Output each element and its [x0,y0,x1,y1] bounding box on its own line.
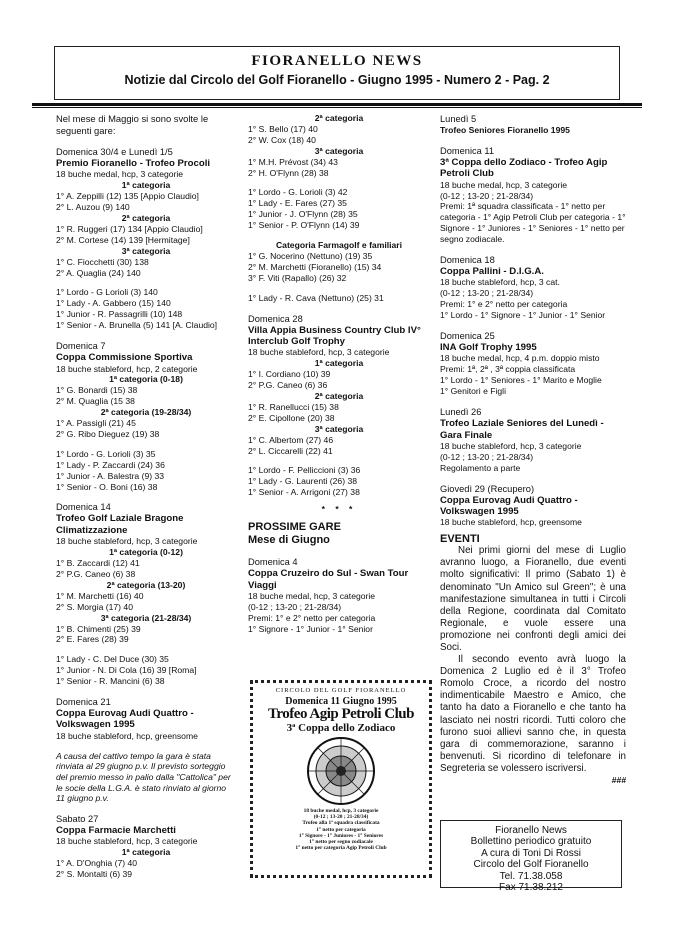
category-heading: 1ª categoria (0-12) [109,547,183,558]
result-line: 1° G. Nocerino (Nettuno) (19) 35 [248,250,373,261]
event-trofeo-laziale-seniores [440,406,626,474]
event-detail: (0-12 ; 13-20 ; 21-28/34) [248,601,342,612]
info-line: A cura di Toni Di Rossi [481,847,581,859]
event-date: Domenica 4 [248,557,298,568]
event-title: INA Golf Trophy 1995 [440,342,537,354]
event-detail: Premi: 1° e 2° netto per categoria [248,612,376,623]
result-line: 1° Senior - P. O'Flynn (14) 39 [248,220,360,231]
event-ina-trophy [440,330,626,397]
result-line: 1° Junior - J. O'Flynn (28) 35 [248,209,358,220]
poster-line: 1° netto per categoria Agip Petroli Club [295,845,387,852]
spacer [248,231,430,240]
result-line: 1° I. Cordiano (10) 39 [248,369,331,380]
zodiac-wheel-icon [297,736,385,806]
result-line: 1° Lady - E. Fares (27) 35 [248,198,347,209]
result-line: 2° M. Quaglia (15 38 [56,396,135,407]
result-line: 2° L. Ciccarelli (22) 41 [248,445,333,456]
result-line: 2° E. Fares (28) 39 [56,634,129,645]
result-line: 1° Lady - A. Gabbero (15) 140 [56,298,171,309]
result-line: 1° A. D'Onghia (7) 40 [56,857,138,868]
event-format: 18 buche stableford, hcp, 3 cat. [440,277,560,288]
result-line: 3° F. Viti (Rapallo) (26) 32 [248,272,347,283]
event-coppa-eurovag [56,696,236,804]
newsletter-header [54,46,620,100]
event-trofeo-bragone [56,501,236,687]
event-coppa-pallini [440,254,626,321]
poster-club-name: CIRCOLO DEL GOLF FIORANELLO [275,687,407,694]
eventi-paragraph: Nei primi giorni del mese di Luglio avranno luogo, a Fioranello, due eventi molto significativi: Il primo (Sabato 1) è denominato "Un Amico sul Green"; è una manifestazione simultanea in tutti i Circoli della Regione, coordinata dal Comitato Regionale, e vuole essere una promozione nei confronti degli amici dei Soci. [440,545,626,654]
event-date: Domenica 14 [56,502,111,513]
event-coppa-commissione [56,340,236,492]
event-format: 18 buche stableford, hcp, greensome [56,730,198,741]
upcoming-heading: PROSSIME GARE [248,521,341,534]
result-line: 2° M. Cortese (14) 139 [Hermitage] [56,234,190,245]
category-heading: 2ª categoria [121,213,171,224]
spacer [248,284,430,293]
event-coppa-zodiaco [440,145,626,245]
event-format: 18 buche stableford, hcp, greensome [440,517,582,528]
event-detail: Premi: 1ª squadra classificata - 1° netto per categoria - 1° Agip Petroli Club per categoria - 1° Signore - 1° Juniores - 1° Seniores - 1° netto per segno zodiacale. [440,201,626,245]
column-2 [248,113,430,635]
result-line: 1° Junior - A. Balestra (9) 33 [56,470,165,481]
result-line: 1° Senior - A. Arrigoni (27) 38 [248,487,360,498]
result-line: 1° A. Passigli (21) 45 [56,418,136,429]
poster-subtitle: 3ª Coppa dello Zodiaco [286,722,396,734]
result-line: 1° Junior - N. Di Cola (16) 39 [Roma] [56,665,197,676]
poster-line: 18 buche medal, hcp, 3 categorie [303,808,379,814]
poster-details [253,808,429,851]
result-line: 2° M. Marchetti (Fioranello) (15) 34 [248,261,382,272]
phone-number: Tel. 71.38.058 [499,870,563,882]
event-format: 18 buche medal, hcp, 3 categorie [440,179,568,190]
category-heading: Categoria Farmagolf e familiari [275,240,403,251]
event-detail: 1° Genitori e Figli [440,386,507,397]
issue-subtitle: Notizie dal Circolo del Golf Fioranello - Giugno 1995 - Numero 2 - Pag. 2 [124,73,550,87]
event-detail: Premi: 1ª, 2ª , 3ª coppia classificata [440,364,576,375]
info-line: Bollettino periodico gratuito [470,836,592,848]
result-line: 1° Lady - R. Cava (Nettuno) (25) 31 [248,292,384,303]
postponement-note: A causa del cattivo tempo la gara è stata rinviata al 29 giugno p.v. Il previsto sorteggio del premio messo in palio dalla "Cattolica" per le socie della L.G.A. è stato rinviato al giorno 11 giugno p.v. [56,750,231,804]
result-line: 1° Lady - G. Laurenti (26) 38 [248,476,358,487]
end-mark: ### [611,775,626,786]
header-rule-thick [32,103,642,106]
info-line: Fioranello News [495,825,567,836]
poster-line: 1° netto per categoria [316,826,366,833]
result-line: 1° M.H. Prévost (34) 43 [248,156,338,167]
event-detail: Premi: 1° e 2° netto per categoria [440,299,568,310]
category-heading: 2ª categoria (13-20) [106,579,186,590]
result-line: 1° Lady - C. Del Duce (30) 35 [56,654,169,665]
event-detail: 1° Lordo - 1° Seniores - 1° Marito e Moglie [440,375,602,386]
event-format: 18 buche medal, hcp, 3 categorie [56,169,184,180]
spacer [56,440,236,449]
fax-number: Fax 71.38.212 [499,882,563,894]
event-date: Sabato 27 [56,813,99,824]
event-detail: Regolamento a parte [440,462,521,473]
event-format: 18 buche stableford, hcp, 3 categorie [248,347,390,358]
event-trofeo-seniores [440,113,626,136]
result-line: 1° Junior - R. Passagrilli (10) 148 [56,309,183,320]
intro-paragraph: Nel mese di Maggio si sono svolte le seguenti gare: [56,113,209,136]
category-heading: 1ª categoria (0-18) [109,374,183,385]
result-line: 1° Senior - A. Brunella (5) 141 [A. Claudio] [56,320,218,331]
result-line: 2° L. Auzou (9) 140 [56,202,130,213]
event-format: 18 buche medal, hcp, 4 p.m. doppio misto [440,353,600,364]
poster-line: (0-12 ; 13-20 ; 21-28/34) [313,814,369,821]
result-line: 2° W. Cox (18) 40 [248,134,316,145]
event-coppa-farmacie-continued [248,113,430,304]
eventi-heading: EVENTI [440,533,480,546]
result-line: 1° Lordo - F. Pelliccioni (3) 36 [248,465,361,476]
category-heading: 2ª categoria [314,113,364,123]
event-title: 3ª Coppa dello Zodiaco - Trofeo Agip Petroli Club [440,156,608,180]
event-title: Trofeo Seniores Fioranello 1995 [440,125,570,135]
category-heading: 1ª categoria [314,358,364,369]
result-line: 2° S. Morgia (17) 40 [56,601,133,612]
spacer [56,278,236,287]
event-detail: 1° Lordo - 1° Signore - 1° Junior - 1° Senior [440,310,606,321]
event-premio-fioranello [56,146,236,331]
result-line: 2° S. Montalti (6) 39 [56,868,133,879]
result-line: 1° R. Ruggeri (17) 134 [Appio Claudio] [56,223,203,234]
column-3 [440,113,626,786]
column-1 [56,113,236,880]
poster-line: Trofeo alla 1ª squadra classificata [302,820,380,827]
category-heading: 1ª categoria [121,847,171,858]
event-date: Giovedì 29 (Recupero) [440,483,535,494]
category-heading: 3ª categoria [314,145,364,156]
event-coppa-eurovag-recupero [440,483,626,529]
event-date: Domenica 28 [248,313,303,324]
result-line: 1° G. Bonardi (15) 38 [56,385,138,396]
eventi-paragraph: Il secondo evento avrà luogo la Domenica 2 Luglio ed è il 3° Trofeo Romolo Croce, a ricordo del nostro indimenticabile Maestro e Amico, che tanto ha dato a Fioranello e che tanto ha lasciato nei nostri ricordi. Tutti coloro che furono suoi allievi sanno che, in questa gara di commemorazione, saranno i benvenuti. Si ricordino di telefonare in Segreteria se volessero iscriversi. [440,654,626,774]
event-format: 18 buche stableford, hcp, 3 categorie [56,536,198,547]
event-title: Villa Appia Business Country Club IV° Interclub Golf Trophy [248,324,421,347]
result-line: 1° Lordo - G Lorioli (3) 140 [56,287,158,298]
zodiac-trophy-poster [250,680,432,878]
result-line: 2° H. O'Flynn (28) 38 [248,167,329,178]
event-coppa-cruzeiro [248,556,430,634]
info-line: Circolo del Golf Fioranello [473,859,589,871]
poster-title: Trofeo Agip Petroli Club [268,706,414,722]
event-format: 18 buche stableford, hcp, 3 categorie [56,836,198,847]
result-line: 2° P.G. Caneo (6) 36 [248,380,328,391]
result-line: 1° B. Chimenti (25) 39 [56,623,141,634]
result-line: 1° R. Ranellucci (15) 38 [248,401,339,412]
category-heading: 3ª categoria (21-28/34) [100,612,192,623]
spacer [248,178,430,187]
event-date: Domenica 18 [440,255,495,266]
result-line: 1° B. Zaccardi (12) 41 [56,558,140,569]
masthead: FIORANELLO NEWS [251,53,423,69]
event-title: Coppa Commissione Sportiva [56,352,193,364]
event-date: Domenica 21 [56,697,111,708]
event-detail: (0-12 ; 13-20 ; 21-28/34) [440,288,534,299]
header-rule-thin [32,107,642,108]
section-separator: * * * [321,504,357,515]
category-heading: 2ª categoria [314,391,364,402]
event-title: Coppa Eurovag Audi Quattro - Volkswagen 1995 [56,708,194,731]
event-date: Domenica 30/4 e Lunedì 1/5 [56,147,173,157]
result-line: 1° C. Albertom (27) 46 [248,434,334,445]
event-date: Domenica 11 [440,145,495,156]
poster-date: Domenica 11 Giugno 1995 [285,696,397,707]
result-line: 1° S. Bello (17) 40 [248,123,318,134]
category-heading: 3ª categoria [314,423,364,434]
event-detail: 1° Signore - 1° Junior - 1° Senior [248,623,373,634]
event-detail: (0-12 ; 13-20 ; 21-28/34) [440,190,534,201]
spacer [56,645,236,654]
event-date: Domenica 25 [440,331,495,342]
event-title: Coppa Pallini - D.I.G.A. [440,266,544,278]
result-line: 1° C. Fiocchetti (30) 138 [56,256,149,267]
result-line: 2° G. Ribo Dieguez (19) 38 [56,428,160,439]
result-line: 1° Lordo - G. Lorioli (3) 35 [56,448,156,459]
result-line: 2° E. Cipollone (20) 38 [248,412,335,423]
category-heading: 2ª categoria (19-28/34) [100,407,192,418]
event-coppa-farmacie [56,813,236,880]
poster-line: 1° Signore - 1° Juniores - 1° Seniores [298,832,384,839]
result-line: 1° Senior - R. Mancini (6) 38 [56,676,165,687]
event-title: Coppa Cruzeiro do Sul - Swan Tour Viaggi [248,568,409,591]
event-villa-appia [248,313,430,499]
event-format: 18 buche stableford, hcp, 2 categorie [56,363,198,374]
event-title: Trofeo Golf Laziale Bragone Climatizzazione [56,513,184,536]
spacer [248,456,430,465]
result-line: 1° M. Marchetti (16) 40 [56,590,144,601]
upcoming-subheading: Mese di Giugno [248,534,330,547]
result-line: 1° Senior - O. Boni (16) 38 [56,481,158,492]
result-line: 1° Lady - P. Zaccardi (24) 36 [56,459,165,470]
event-date: Lunedì 5 [440,114,477,124]
result-line: 1° A. Zeppilli (12) 135 [Appio Claudio] [56,191,199,202]
event-date: Lunedì 26 [440,407,482,418]
event-format: 18 buche medal, hcp, 3 categorie [248,590,376,601]
category-heading: 3ª categoria [121,245,171,256]
event-title: Trofeo Laziale Seniores del Lunedì - Gara Finale [440,418,604,441]
event-format: 18 buche stableford, hcp, 3 categorie [440,440,582,451]
result-line: 1° Lordo - G. Lorioli (3) 42 [248,187,348,198]
event-date: Domenica 7 [56,341,106,352]
event-title: Premio Fioranello - Trofeo Procoli [56,158,211,169]
event-title: Coppa Farmacie Marchetti [56,824,176,836]
result-line: 2° P.G. Caneo (6) 38 [56,569,136,579]
event-title: Coppa Eurovag Audi Quattro - Volkswagen 1995 [440,494,578,518]
spacer [56,742,236,751]
poster-line: 1° netto per segno zodiacale [309,839,373,846]
eventi-article [440,545,626,775]
result-line: 2° A. Quaglia (24) 140 [56,267,141,278]
event-detail: (0-12 ; 13-20 ; 21-28/34) [440,451,534,462]
publication-info-box [440,820,622,894]
category-heading: 1ª categoria [121,180,171,191]
